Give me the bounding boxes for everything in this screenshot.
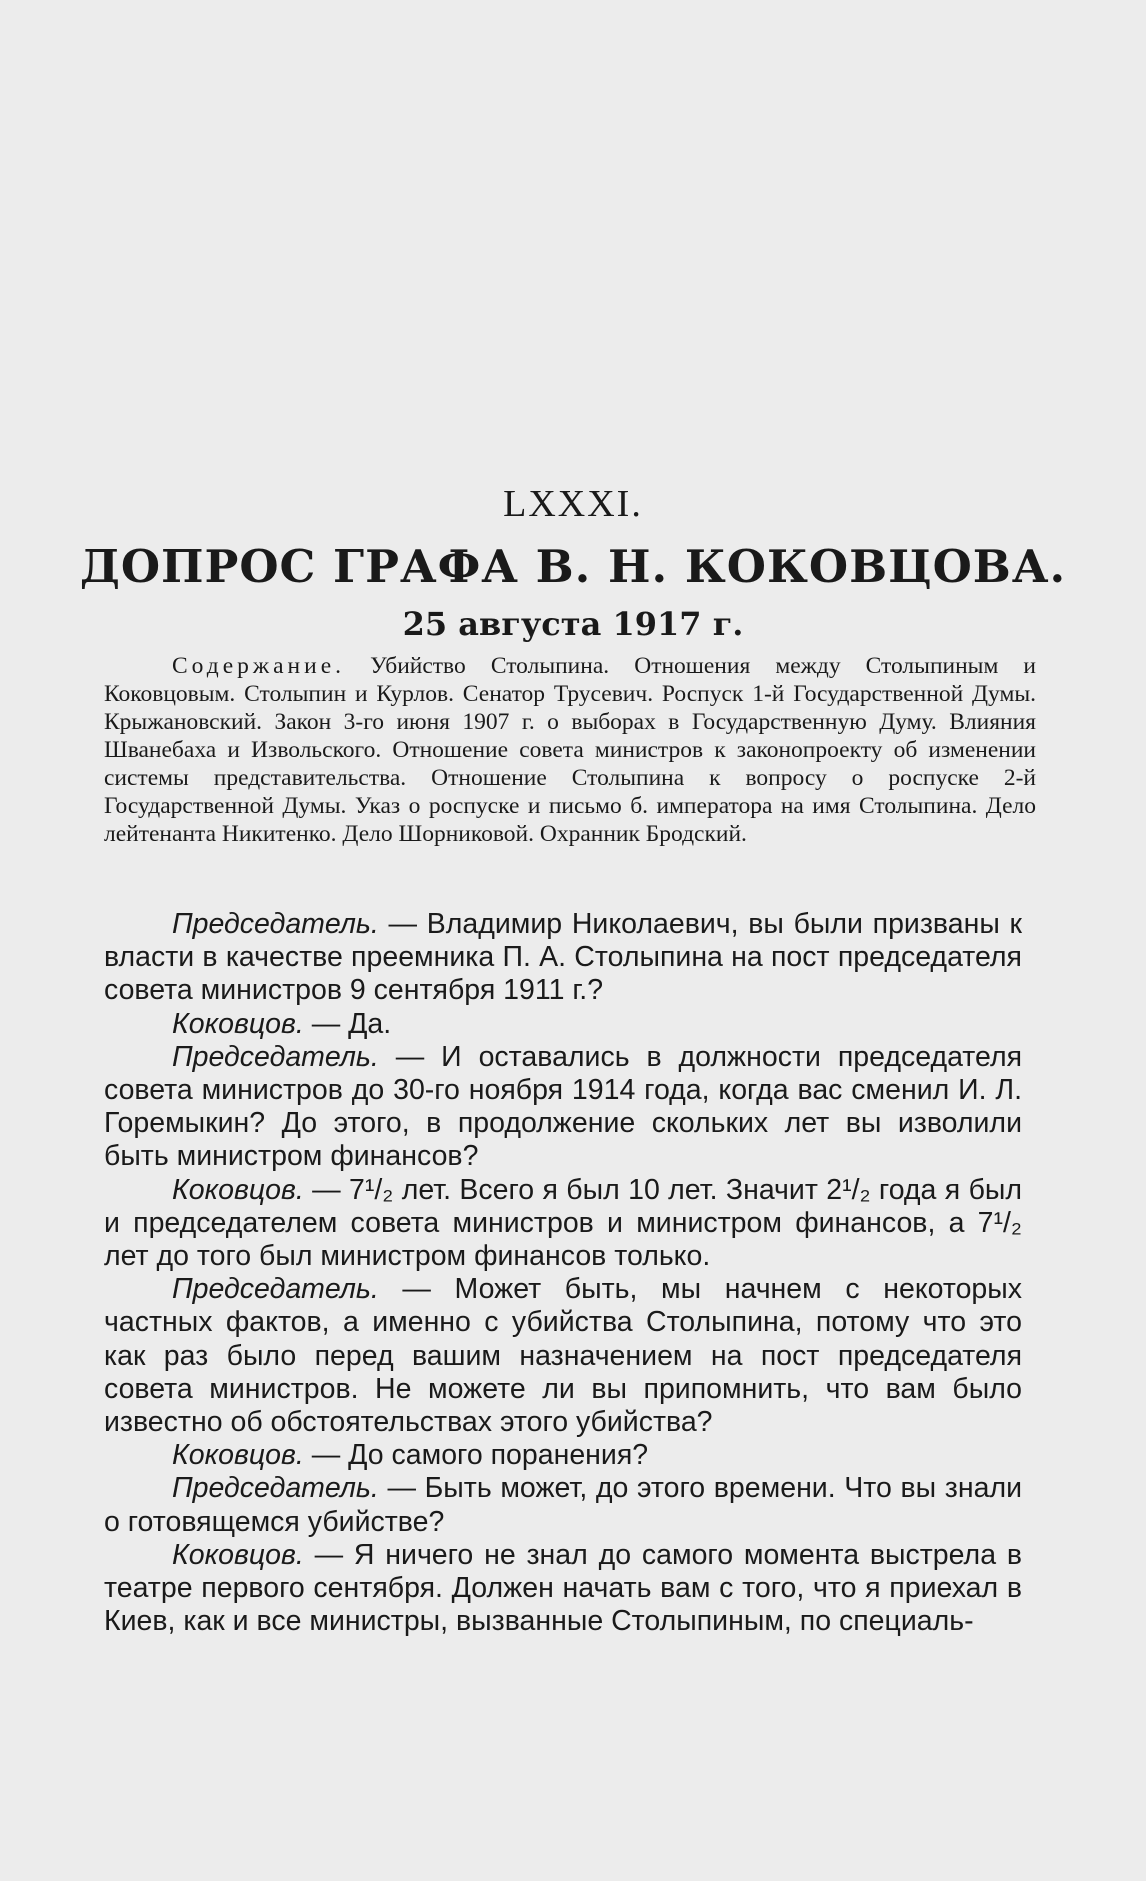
contents-label: Содержание. (172, 653, 346, 679)
speech-text: — Может быть, мы начнем с некоторых частных фактов, а именно с убийства Столыпина, потому что это как раз было перед вашим назначением на пост председателя совета министров. Не можете ли вы припомнить, что вам было известно об обстоятельствах этого убийства? (104, 1273, 1022, 1439)
interrogation-text (104, 908, 1022, 1638)
speaker-name: Председатель. (172, 1273, 379, 1306)
dialogue-paragraph (104, 1008, 1022, 1041)
speaker-name: Председатель. (172, 1040, 379, 1073)
speech-text: — И оставались в должности председателя совета министров до 30-го ноября 1914 года, когда вас сменил И. Л. Горемыкин? До этого, в продолжение скольких лет вы изволили быть министром финансов? (104, 1040, 1023, 1173)
contents-text: Убийство Столыпина. Отношения между Столыпиным и Коковцовым. Столыпин и Курлов. Сенатор Трусевич. Роспуск 1-й Государственной Думы. Крыжановский. Закон 3-го июня 1907 г. о выборах в Государственную Думу. Влияния Шванебаха и Извольского. Отношение совета министров к законопроекту об изменении системы представительства. Отношение Столыпина к вопросу о роспуске 2-й Государственной Думы. Указ о роспуске и письмо б. императора на имя Столыпина. Дело лейтенанта Никитенко. Дело Шорниковой. Охранник Бродский. (104, 653, 1036, 847)
speaker-name: Председатель. (172, 908, 379, 940)
chapter-title: ДОПРОС ГРАФА В. Н. КОКОВЦОВА. (79, 540, 1067, 593)
dialogue-paragraph (104, 1174, 1022, 1274)
speech-text: — Да. (311, 1007, 392, 1040)
dialogue-paragraph (104, 1041, 1022, 1174)
chapter-numeral: LXXXI. (503, 483, 643, 525)
dialogue-paragraph (104, 1539, 1022, 1639)
speaker-name: Коковцов. (172, 1007, 304, 1040)
dialogue-paragraph (104, 1273, 1022, 1439)
dialogue-paragraph (104, 908, 1022, 1008)
speech-text: — До самого поранения? (311, 1439, 649, 1472)
speaker-name: Председатель. (172, 1472, 379, 1505)
speaker-name: Коковцов. (172, 1173, 304, 1206)
contents-summary (104, 652, 1036, 848)
speech-text: — Владимир Николаевич, вы были призваны к власти в качестве преемника П. А. Столыпина на пост председателя совета министров 9 сентября 1911 г.? (104, 908, 1022, 1007)
speaker-name: Коковцов. (172, 1439, 304, 1472)
chapter-date: 25 августа 1917 г. (402, 605, 744, 643)
speaker-name: Коковцов. (172, 1538, 304, 1571)
speech-text: — 7¹/₂ лет. Всего я был 10 лет. Значит 2¹/₂ года я был и председателем совета министров и министром финансов, а 7¹/₂ лет до того был министром финансов только. (104, 1173, 1023, 1273)
dialogue-paragraph (104, 1439, 1022, 1472)
speech-text: — Я ничего не знал до самого момента выстрела в театре первого сентября. Должен начать вам с того, что я приехал в Киев, как и все министры, вызванные Столыпиным, по специаль- (104, 1538, 1022, 1638)
dialogue-paragraph (104, 1472, 1022, 1538)
speech-text: — Быть может, до этого времени. Что вы знали о готовящемся убийстве? (104, 1472, 1022, 1538)
